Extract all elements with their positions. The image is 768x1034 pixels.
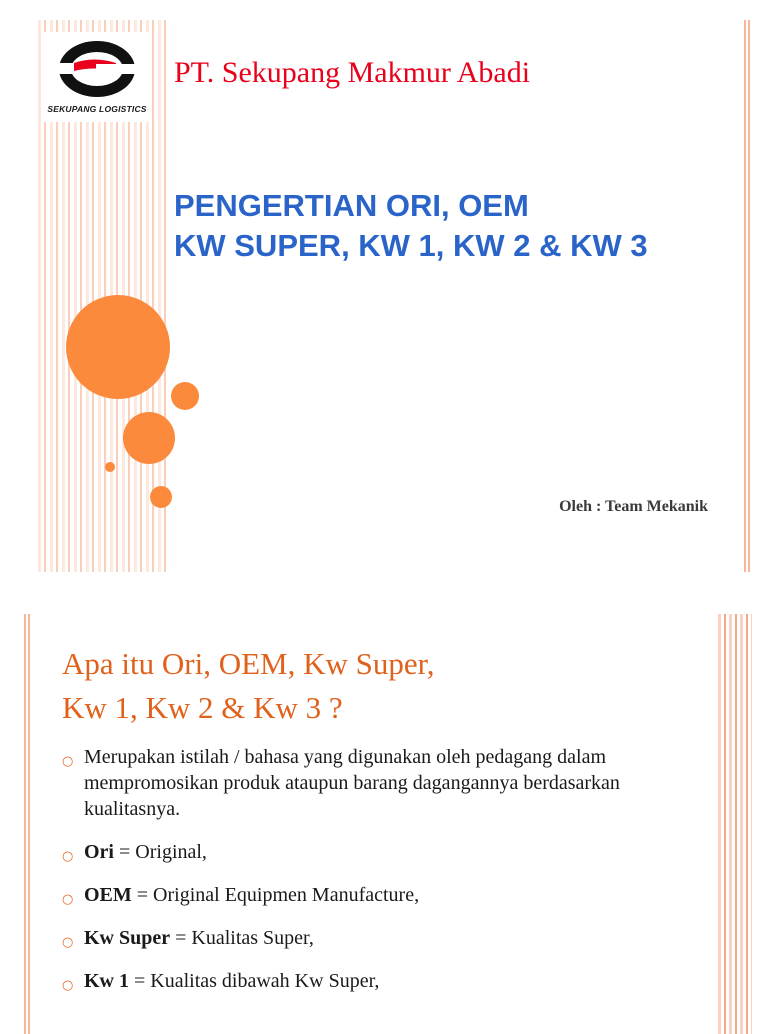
bullet-ring-icon: ○ xyxy=(62,935,74,950)
list-item xyxy=(62,839,682,865)
title-slide xyxy=(24,20,752,572)
bullet-ring-icon: ○ xyxy=(62,849,74,864)
bullet-text: = Original, xyxy=(114,841,207,863)
decorative-stripes-right xyxy=(744,20,752,572)
decorative-circle-small xyxy=(171,382,199,410)
company-logo xyxy=(42,32,152,122)
author-line: Oleh : Team Mekanik xyxy=(559,498,708,515)
bullet-term: OEM xyxy=(84,884,132,906)
bullet-ring-icon: ○ xyxy=(62,892,74,907)
decorative-circle-medium xyxy=(123,412,175,464)
bullet-text: = Kualitas Super, xyxy=(170,927,314,949)
bullet-text: = Kualitas dibawah Kw Super, xyxy=(129,970,380,992)
heading-line-2: Kw 1, Kw 2 & Kw 3 ? xyxy=(62,690,343,725)
bullet-text: = Original Equipmen Manufacture, xyxy=(131,884,420,906)
decorative-stripes xyxy=(718,614,752,1034)
decorative-stripes-left xyxy=(24,614,32,1034)
sekupang-logo-icon xyxy=(54,36,140,102)
company-name: PT. Sekupang Makmur Abadi xyxy=(174,56,531,89)
bullet-ring-icon: ○ xyxy=(62,754,74,769)
bullet-text: Merupakan istilah / bahasa yang digunakan oleh pedagang dalam mempromosikan produk ataupun barang dagangannya berdasarkan kualitasnya. xyxy=(84,746,620,820)
bullet-term: Kw Super xyxy=(84,927,171,949)
list-item xyxy=(62,925,682,951)
title-line-2: KW SUPER, KW 1, KW 2 & KW 3 xyxy=(174,228,648,263)
bullet-ring-icon: ○ xyxy=(62,978,74,993)
bullet-term: Ori xyxy=(84,841,114,863)
decorative-circle-tiny xyxy=(105,462,115,472)
slide-heading xyxy=(62,642,434,730)
list-item xyxy=(62,882,682,908)
bullet-term: Kw 1 xyxy=(84,970,129,992)
bullet-list xyxy=(62,744,682,1011)
title-line-1: PENGERTIAN ORI, OEM xyxy=(174,188,529,223)
list-item xyxy=(62,968,682,994)
heading-line-1: Apa itu Ori, OEM, Kw Super, xyxy=(62,646,435,681)
decorative-circle-large xyxy=(66,295,170,399)
slide-title xyxy=(174,186,648,266)
content-slide xyxy=(24,614,752,1034)
list-item xyxy=(62,744,682,822)
logo-text: SEKUPANG LOGISTICS xyxy=(47,104,147,114)
decorative-circle-small-2 xyxy=(150,486,172,508)
